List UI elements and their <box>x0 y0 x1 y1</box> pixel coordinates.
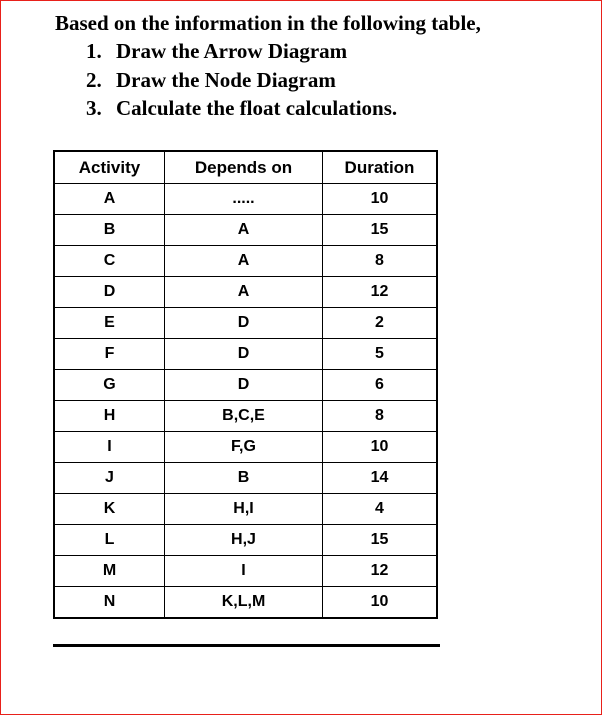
duration-cell: 10 <box>323 587 438 619</box>
activity-cell: F <box>54 339 165 370</box>
task-item: 3. Calculate the float calculations. <box>86 96 398 120</box>
depends-on-cell: I <box>165 556 323 587</box>
activity-cell: D <box>54 277 165 308</box>
header-depends-on: Depends on <box>165 151 323 184</box>
duration-cell: 4 <box>323 494 438 525</box>
table-row <box>54 246 437 277</box>
task-item: 2. Draw the Node Diagram <box>86 67 336 92</box>
task-item: 1. Draw the Arrow Diagram <box>86 39 348 63</box>
activity-table <box>53 150 438 619</box>
table-row <box>54 525 437 556</box>
table-row <box>54 370 437 401</box>
duration-cell: 12 <box>323 277 438 308</box>
task-list <box>86 37 397 123</box>
depends-on-cell: K,L,M <box>165 587 323 619</box>
table-row <box>54 339 437 370</box>
duration-cell: 15 <box>323 215 438 246</box>
depends-on-cell: A <box>165 246 323 277</box>
table-row <box>54 184 437 215</box>
depends-on-cell: D <box>165 308 323 339</box>
duration-cell: 6 <box>323 370 438 401</box>
duration-cell: 10 <box>323 184 438 215</box>
activity-cell: K <box>54 494 165 525</box>
bottom-rule <box>53 644 440 647</box>
activity-cell: M <box>54 556 165 587</box>
table-body <box>54 184 437 619</box>
table-row <box>54 277 437 308</box>
duration-cell: 12 <box>323 556 438 587</box>
depends-on-cell: A <box>165 277 323 308</box>
duration-cell: 8 <box>323 401 438 432</box>
table-row <box>54 556 437 587</box>
depends-on-cell: H,I <box>165 494 323 525</box>
activity-cell: E <box>54 308 165 339</box>
activity-cell: N <box>54 587 165 619</box>
instructions-heading: Based on the information in the following table, <box>55 11 481 35</box>
table-row <box>54 432 437 463</box>
table-row <box>54 401 437 432</box>
activity-cell: J <box>54 463 165 494</box>
depends-on-cell: F,G <box>165 432 323 463</box>
table-row <box>54 463 437 494</box>
depends-on-cell: H,J <box>165 525 323 556</box>
activity-cell: B <box>54 215 165 246</box>
duration-cell: 10 <box>323 432 438 463</box>
depends-on-cell: B <box>165 463 323 494</box>
activity-cell: L <box>54 525 165 556</box>
depends-on-cell: ..... <box>165 184 323 215</box>
activity-cell: I <box>54 432 165 463</box>
duration-cell: 5 <box>323 339 438 370</box>
table-row <box>54 215 437 246</box>
activity-cell: C <box>54 246 165 277</box>
depends-on-cell: B,C,E <box>165 401 323 432</box>
table-header-row <box>54 151 437 184</box>
table-row <box>54 494 437 525</box>
duration-cell: 2 <box>323 308 438 339</box>
activity-cell: H <box>54 401 165 432</box>
table-row <box>54 587 437 619</box>
depends-on-cell: A <box>165 215 323 246</box>
table-row <box>54 308 437 339</box>
header-activity: Activity <box>54 151 165 184</box>
duration-cell: 14 <box>323 463 438 494</box>
duration-cell: 15 <box>323 525 438 556</box>
activity-cell: A <box>54 184 165 215</box>
depends-on-cell: D <box>165 370 323 401</box>
header-duration: Duration <box>323 151 438 184</box>
depends-on-cell: D <box>165 339 323 370</box>
activity-cell: G <box>54 370 165 401</box>
duration-cell: 8 <box>323 246 438 277</box>
